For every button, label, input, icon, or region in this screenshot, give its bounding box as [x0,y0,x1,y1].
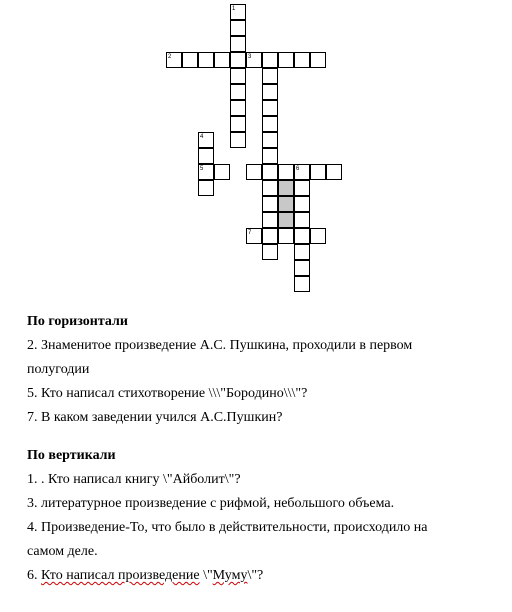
clue-v6-word: Муму [212,568,248,583]
crossword-cell [230,52,246,68]
clue-v4-line2: самом деле. [27,544,98,559]
clue-v4-line1: 4. Произведение-То, что было в действительности, происходило на [27,520,428,535]
crossword-cell [230,84,246,100]
crossword-cell [326,164,342,180]
crossword-cell [198,52,214,68]
crossword-cell [294,276,310,292]
cell-number: 7 [248,230,252,236]
clue-v6-underlined-text: Кто написал произведение [41,568,200,583]
crossword-cell [246,164,262,180]
crossword-cell [278,212,294,228]
crossword-cell [278,180,294,196]
clue-v1: 1. . Кто написал книгу \"Айболит\"? [27,472,241,487]
crossword-cell [262,132,278,148]
cell-number: 4 [200,134,204,140]
crossword-cell [262,244,278,260]
crossword-cell [230,68,246,84]
crossword-cell [246,52,262,68]
cell-number: 5 [200,166,204,172]
crossword-cell [230,100,246,116]
crossword-cell [198,148,214,164]
crossword-cell [262,116,278,132]
crossword-cell [294,180,310,196]
vertical-title: По вертикали [27,448,116,463]
crossword-cell [262,52,278,68]
crossword-cell [278,228,294,244]
cell-number: 2 [168,54,172,60]
crossword-cell [262,180,278,196]
crossword-cell [278,52,294,68]
crossword-cell [246,228,262,244]
clue-h2-line1: 2. Знаменитое произведение А.С. Пушкина, проходили в первом [27,338,413,353]
crossword-cell [262,196,278,212]
horizontal-title: По горизонтали [27,314,128,329]
crossword-cell [230,20,246,36]
crossword-cell [262,100,278,116]
cell-number: 6 [296,166,300,172]
clue-v6-suffix: \"? [247,568,264,583]
clue-v6-prefix: 6. [27,568,41,583]
crossword-cell [294,244,310,260]
cell-number: 1 [232,6,236,12]
crossword-cell [262,84,278,100]
crossword-cell [230,36,246,52]
crossword-cell [262,164,278,180]
crossword-cell [198,132,214,148]
crossword-cell [278,164,294,180]
crossword-cell [310,164,326,180]
crossword-cell [294,52,310,68]
crossword-cell [214,164,230,180]
crossword-cell [262,228,278,244]
crossword-cell [262,68,278,84]
crossword-cell [262,148,278,164]
crossword-cell [294,260,310,276]
crossword-cell [166,52,182,68]
crossword-cell [310,228,326,244]
crossword-cell [294,212,310,228]
clue-h5: 5. Кто написал стихотворение \\\"Бородино\\\"? [27,386,308,401]
section-gap [27,430,497,444]
clue-h2-line2: полугодии [27,362,90,377]
crossword-cell [262,212,278,228]
crossword-cell [294,228,310,244]
crossword-cell [198,164,214,180]
crossword-cell [230,132,246,148]
crossword-cell [230,4,246,20]
crossword-cell [294,164,310,180]
cell-number: 3 [248,54,252,60]
clues-section [27,310,497,588]
crossword-cell [278,196,294,212]
clue-v6-middle: \" [199,568,213,583]
crossword-cell [230,116,246,132]
crossword-cell [198,180,214,196]
crossword-grid [0,0,512,300]
crossword-cell [310,52,326,68]
crossword-cell [294,196,310,212]
crossword-cell [214,52,230,68]
clue-v6 [27,564,497,588]
crossword-cell [182,52,198,68]
clue-h7: 7. В каком заведении учился А.С.Пушкин? [27,410,283,425]
clue-v3: 3. литературное произведение с рифмой, небольшого объема. [27,496,395,511]
